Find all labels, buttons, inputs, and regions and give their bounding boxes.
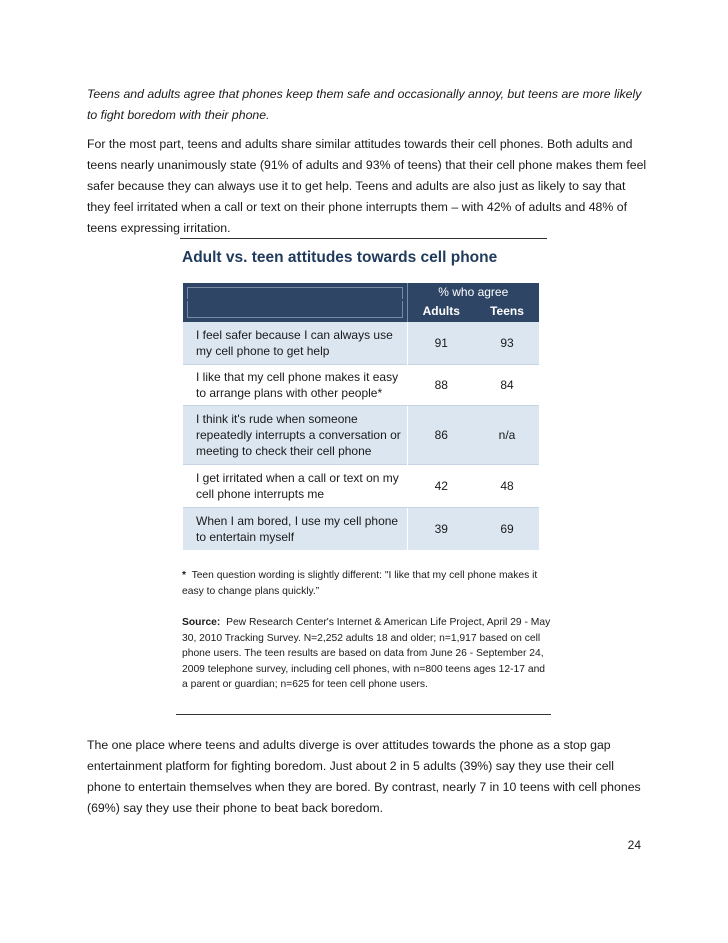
row-statement: I get irritated when a call or text on my cell phone interrupts me bbox=[183, 464, 407, 507]
table-title: Adult vs. teen attitudes towards cell phone bbox=[182, 249, 498, 266]
footnote-star: * bbox=[182, 570, 187, 581]
table-row bbox=[183, 364, 539, 405]
column-header-teens: Teens bbox=[475, 300, 539, 322]
body-paragraph-1: For the most part, teens and adults share similar attitudes towards their cell phones. Both adults and teens nearly unanimously state (91% of adults and 93% of teens) that their cell phone makes them feel safer because they can always use it to get help. Teens and adults are also just as likely to say that they feel irritated when a call or text on their phone interrupts them – with 42% of adults and 48% of teens expressing irritation. bbox=[87, 137, 647, 235]
body-paragraph-2: The one place where teens and adults diverge is over attitudes towards the phone as a stop gap entertainment platform for fighting boredom. Just about 2 in 5 adults (39%) say they use their cell phone to entertain themselves when they are bored. By contrast, nearly 7 in 10 teens with cell phones (69%) say they use their phone to beat back boredom. bbox=[87, 738, 641, 815]
row-adults-value: 86 bbox=[407, 405, 475, 464]
row-statement: When I am bored, I use my cell phone to entertain myself bbox=[183, 507, 407, 550]
table-bottom-rule bbox=[176, 714, 551, 715]
source-note bbox=[182, 615, 552, 693]
source-text: Pew Research Center's Internet & American Life Project, April 29 - May 30, 2010 Tracking Survey. N=2,252 adults 18 and older; n=1,917 based on cell phone users. The teen results are based on data from June 26 - September 24, 2009 telephone survey, including cell phones, with n=800 teens ages 12-17 and a parent or guardian; n=625 for teen cell phone users. bbox=[182, 617, 551, 690]
row-adults-value: 88 bbox=[407, 364, 475, 405]
row-adults-value: 39 bbox=[407, 507, 475, 550]
row-statement: I feel safer because I can always use my cell phone to get help bbox=[183, 322, 407, 364]
table-top-rule bbox=[180, 238, 547, 239]
row-teens-value: 93 bbox=[475, 322, 539, 364]
table-row bbox=[183, 507, 539, 550]
row-statement: I think it's rude when someone repeatedly interrupts a conversation or meeting to check their cell phone bbox=[183, 405, 407, 464]
group-header: % who agree bbox=[407, 283, 539, 300]
row-teens-value: 48 bbox=[475, 464, 539, 507]
table-row bbox=[183, 405, 539, 464]
row-statement: I like that my cell phone makes it easy to arrange plans with other people* bbox=[183, 364, 407, 405]
row-adults-value: 42 bbox=[407, 464, 475, 507]
footnote bbox=[182, 568, 552, 599]
table-row bbox=[183, 322, 539, 364]
attitudes-table bbox=[183, 283, 539, 551]
table-row bbox=[183, 464, 539, 507]
intro-paragraph: Teens and adults agree that phones keep them safe and occasionally annoy, but teens are more likely to fight boredom with their phone. bbox=[87, 87, 642, 122]
row-teens-value: 84 bbox=[475, 364, 539, 405]
column-header-adults: Adults bbox=[407, 300, 475, 322]
header-blank-cell-lower bbox=[183, 300, 407, 322]
footnote-text: Teen question wording is slightly different: "I like that my cell phone makes it easy to change plans quickly.” bbox=[182, 570, 538, 597]
source-label: Source: bbox=[182, 617, 221, 628]
header-blank-cell bbox=[183, 283, 407, 300]
row-adults-value: 91 bbox=[407, 322, 475, 364]
page-number: 24 bbox=[627, 838, 641, 852]
row-teens-value: n/a bbox=[475, 405, 539, 464]
row-teens-value: 69 bbox=[475, 507, 539, 550]
